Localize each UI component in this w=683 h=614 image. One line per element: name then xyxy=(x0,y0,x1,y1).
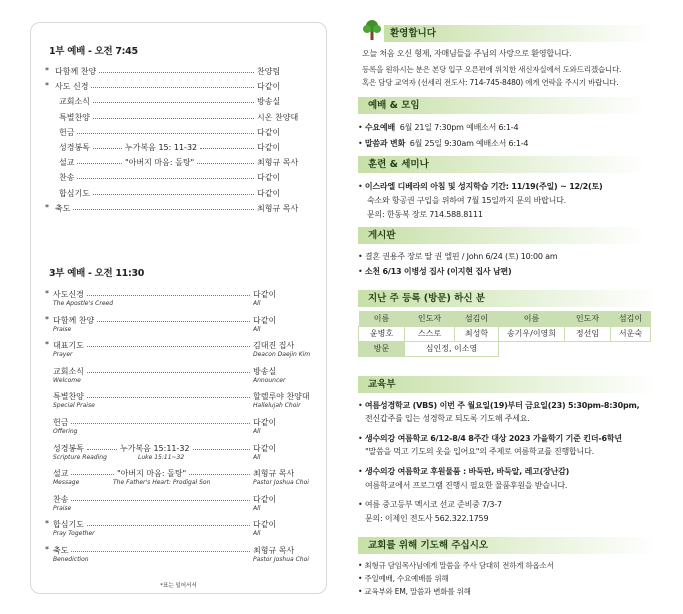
order-row xyxy=(45,340,317,351)
order-sub-leader: All xyxy=(253,428,261,435)
leader-dots xyxy=(73,209,254,210)
order-sub xyxy=(53,556,309,563)
order-sub xyxy=(53,402,301,410)
education-line-3: • 생수의강 여름학교 6/12-8/4 8주간 대상 2023 가을학기 기준 킨더-6학년 xyxy=(358,434,622,443)
col-name-1: 이름 xyxy=(359,311,405,326)
order-sub xyxy=(53,530,261,538)
order-row xyxy=(45,66,317,77)
order-sub-leader: Pastor Joshua Choi xyxy=(253,479,309,487)
prayer-line-1: • 최형규 담임목사님에게 말씀을 주사 담대히 전하게 하옵소서 xyxy=(358,561,554,570)
education-line-7: • 여름 중고등부 멕시코 선교 준비중 7/3-7 xyxy=(358,500,502,509)
worship-item-word: • 말씀과 변화 6월 25일 9:30am 예배소서 6:1-4 xyxy=(358,139,529,148)
education-line-6: 여름학교에서 프로그램 진행시 필요한 물품후원을 받습니다. xyxy=(365,481,568,490)
welcome-line-1: 오늘 처음 오신 형제, 자매님들을 주님의 사랑으로 환영합니다. xyxy=(362,49,572,58)
order-sub xyxy=(53,453,261,461)
order-row xyxy=(45,315,317,326)
board-item-wedding: • 결혼 권용주 장로 딸 권 엘핀 / John 6/24 (토) 10:00 am xyxy=(358,252,558,261)
order-item: 사도신경 xyxy=(53,290,84,299)
leader-dots xyxy=(87,372,250,373)
order-row xyxy=(45,203,317,214)
col-server-2: 섬김이 xyxy=(611,311,651,326)
order-row xyxy=(45,366,317,377)
order-sub xyxy=(53,325,261,333)
leader-dots xyxy=(77,163,122,164)
education-line-8: 문의: 이제인 전도사 562.322.1759 xyxy=(365,514,489,523)
leader-dots xyxy=(87,295,250,296)
leader-dots xyxy=(77,133,254,134)
leader-dots xyxy=(87,525,250,526)
order-sub-item: Praise xyxy=(53,504,72,512)
leader-dots xyxy=(87,346,250,347)
col-server-1: 섬김이 xyxy=(455,311,499,326)
order-item: 성경봉독 xyxy=(59,143,90,152)
order-item: 다함께 찬양 xyxy=(53,315,95,325)
order-sub-ref: The Father's Heart: Prodigal Son xyxy=(113,479,211,487)
order-leader: 시온 찬양대 xyxy=(257,112,299,122)
leader-dots xyxy=(77,178,254,179)
order-item: 다함께 찬양 xyxy=(55,67,97,76)
order-item: 헌금 xyxy=(59,127,75,137)
stand-mark: * xyxy=(45,340,49,350)
cell: 최성학 xyxy=(455,326,499,341)
leader-dots xyxy=(93,118,254,119)
order-item: 성경봉독 xyxy=(53,443,84,453)
order-item: 헌금 xyxy=(53,418,69,427)
order-ref: 누가복음 15: 11-32 xyxy=(125,143,198,152)
visitors-table xyxy=(358,311,651,357)
cell: 서운숙 xyxy=(611,326,651,341)
order-item: 사도 신경 xyxy=(55,82,89,92)
order-item: 합심기도 xyxy=(59,188,90,198)
col-name-2: 이름 xyxy=(499,311,565,326)
order-sub-item: Offering xyxy=(53,428,78,435)
service1-title: 1부 예배 - 오전 7:45 xyxy=(49,46,138,57)
prayer-header: 교회를 위해 기도해 주십시오 xyxy=(358,537,658,554)
order-item: 특별찬양 xyxy=(53,392,84,402)
order-leader: 다같이 xyxy=(257,82,281,92)
leader-dots xyxy=(87,397,250,398)
leader-dots xyxy=(189,474,250,475)
leader-dots xyxy=(99,72,254,73)
order-leader: 다같이 xyxy=(253,418,277,427)
empty-cell xyxy=(499,341,651,356)
order-leader: 다같이 xyxy=(253,494,277,504)
training-line-2: 숙소와 항공권 구입을 위하여 7월 15일까지 문의 바랍니다. xyxy=(367,196,567,205)
col-guide-2: 인도자 xyxy=(565,311,611,326)
order-leader: 최형규 목사 xyxy=(257,203,299,213)
order-sub xyxy=(53,351,311,359)
order-row xyxy=(45,468,317,479)
order-of-worship-card xyxy=(30,22,327,594)
order-leader: 찬양팀 xyxy=(257,67,281,76)
visitors-table-header xyxy=(359,311,651,326)
order-sub-item: Pray Together xyxy=(53,530,95,538)
order-row xyxy=(45,188,317,199)
order-item: 설교 xyxy=(53,469,69,479)
service3-title: 3부 예배 - 오전 11:30 xyxy=(49,268,145,279)
training-line-1: • 이스라엘 디베라의 아침 및 성지학습 기간: 11/19(주일) ~ 12/2(토) xyxy=(358,182,603,191)
order-item: 합심기도 xyxy=(53,520,84,530)
leader-dots xyxy=(93,148,122,149)
order-row xyxy=(45,289,317,300)
order-row xyxy=(45,142,317,153)
worship-item-wed: • 수요예배 6월 21일 7:30pm 예배소서 6:1-4 xyxy=(358,123,519,132)
order-leader: 방송실 xyxy=(257,97,281,107)
order-leader: 최형규 목사 xyxy=(257,158,299,168)
board-header: 게시판 xyxy=(358,227,646,244)
order-item: 교회소식 xyxy=(59,97,90,107)
prayer-line-3: • 교육부와 EM, 말씀과 변화를 위해 xyxy=(358,587,471,596)
training-line-3: 문의: 한동복 장로 714.588.8111 xyxy=(367,210,483,219)
order-sub-leader: Announcer xyxy=(253,376,286,384)
stand-mark: * xyxy=(45,519,49,529)
order-sub-leader: All xyxy=(253,530,261,538)
stand-mark: * xyxy=(45,202,49,212)
standing-footnote: *표는 일어서서 xyxy=(160,583,197,589)
order-item: 축도 xyxy=(55,203,71,213)
order-sub-item: Praise xyxy=(53,325,72,333)
order-leader: 다같이 xyxy=(257,173,281,183)
order-row xyxy=(45,519,317,530)
welcome-header: 환영합니다 xyxy=(384,25,654,42)
order-sub-leader: All xyxy=(253,453,261,461)
training-header: 훈련 & 세미나 xyxy=(358,156,646,173)
order-row xyxy=(45,96,317,107)
stand-mark: * xyxy=(45,314,49,324)
order-leader: 다같이 xyxy=(253,315,277,325)
order-sub xyxy=(53,376,286,384)
leader-dots xyxy=(193,449,250,450)
table-row-visit xyxy=(359,341,651,356)
order-sub-leader: All xyxy=(253,504,261,512)
order-item: 찬송 xyxy=(59,173,75,183)
order-sub xyxy=(53,504,261,512)
leader-dots xyxy=(97,321,250,322)
order-row xyxy=(45,494,317,505)
order-sub-item: Message xyxy=(53,479,80,487)
order-leader: 다같이 xyxy=(253,520,277,530)
col-guide-1: 인도자 xyxy=(405,311,455,326)
order-row xyxy=(45,417,317,428)
education-line-5: • 생수의강 여름학교 후원물품 : 바둑판, 바둑알, 레고(장난감) xyxy=(358,467,570,476)
order-row xyxy=(45,112,317,123)
leader-dots xyxy=(87,449,117,450)
leader-dots xyxy=(91,87,254,88)
order-sub-item: Special Praise xyxy=(53,402,95,410)
order-leader: 김대진 집사 xyxy=(253,341,295,351)
order-row xyxy=(45,391,317,402)
table-row xyxy=(359,326,651,341)
education-line-2: 전신갑주를 입는 성경학교 되도록 기도해 주세요. xyxy=(365,414,530,423)
leader-dots xyxy=(197,163,254,164)
visit-names: 심인정, 이소영 xyxy=(405,341,499,356)
prayer-line-2: • 주일예배, 수요예배를 위해 xyxy=(358,574,449,583)
stand-mark: * xyxy=(45,81,49,91)
board-item-funeral: • 소천 6/13 이병성 집사 (이지현 집사 남편) xyxy=(358,267,512,276)
tree-icon xyxy=(360,18,384,42)
cell: 윤병호 xyxy=(359,326,405,341)
welcome-line-3: 혹은 담당 교역자 (선세리 전도사: 714-745-8480) 에게 연락을 주시기 바랍니다. xyxy=(362,78,619,87)
order-item: 특별찬양 xyxy=(59,112,90,122)
order-row xyxy=(45,172,317,183)
leader-dots xyxy=(71,474,114,475)
order-sub-leader: All xyxy=(253,325,261,333)
order-ref: "아버지 마음: 돌탕" xyxy=(125,158,195,168)
stand-mark: * xyxy=(45,545,49,554)
visit-label: 방문 xyxy=(359,341,405,356)
education-line-4: "말씀을 먹고 기도의 옷을 입어요"의 주제로 여름학교를 진행합니다. xyxy=(365,447,594,456)
order-sub-leader: Hallelujah Choir xyxy=(253,402,301,410)
order-item: 축도 xyxy=(53,546,69,555)
leader-dots xyxy=(71,423,250,424)
order-ref: 누가복음 15:11-32 xyxy=(120,443,190,453)
order-sub xyxy=(53,428,261,435)
order-leader: 다같이 xyxy=(253,443,277,453)
leader-dots xyxy=(93,102,254,103)
education-line-1: • 여름성경학교 (VBS) 이번 주 월요일(19)부터 금요일(23) 5:30pm-8:30pm, xyxy=(358,401,640,410)
order-sub-leader: Deacon Daejin Kim xyxy=(253,351,311,359)
order-ref: "아버지 마음: 돌탕" xyxy=(117,469,187,479)
order-leader: 할렐루야 찬양대 xyxy=(253,392,310,402)
order-item: 대표기도 xyxy=(53,341,84,351)
cell: 정선임 xyxy=(565,326,611,341)
order-sub-ref: Luke 15:11~32 xyxy=(138,453,185,461)
order-sub xyxy=(53,300,261,307)
education-header: 교육부 xyxy=(358,376,658,393)
leader-dots xyxy=(71,551,250,552)
cell: 송기우/이영희 xyxy=(499,326,565,341)
worship-header: 예배 & 모임 xyxy=(358,97,646,114)
order-item: 교회소식 xyxy=(53,366,84,376)
order-sub-item: The Apostle's Creed xyxy=(53,300,114,307)
order-row xyxy=(45,443,317,454)
welcome-line-2: 등록을 원하시는 분은 본당 입구 오른편에 위치한 새신자실에서 도와드리겠습니다. xyxy=(362,65,622,74)
leader-dots xyxy=(93,194,254,195)
order-row xyxy=(45,127,317,138)
order-row xyxy=(45,81,317,92)
order-leader: 방송실 xyxy=(253,366,277,376)
order-leader: 최형규 목사 xyxy=(253,546,295,555)
stand-mark: * xyxy=(45,66,49,75)
order-leader: 다같이 xyxy=(257,188,281,198)
order-row xyxy=(45,545,317,556)
stand-mark: * xyxy=(45,289,49,298)
order-sub-item: Welcome xyxy=(53,376,81,384)
order-sub xyxy=(53,479,309,487)
visitors-header: 지난 주 등록 (방문) 하신 분 xyxy=(358,290,658,307)
order-item: 찬송 xyxy=(53,494,69,504)
leader-dots xyxy=(200,148,254,149)
leader-dots xyxy=(71,500,250,501)
order-leader: 최형규 목사 xyxy=(253,469,295,479)
order-sub-item: Prayer xyxy=(53,351,73,359)
order-sub-item: Benediction xyxy=(53,556,89,563)
order-leader: 다같이 xyxy=(253,290,277,299)
order-sub-leader: All xyxy=(253,300,261,307)
order-sub-item: Scripture Reading xyxy=(53,453,107,461)
order-leader: 다같이 xyxy=(257,127,281,137)
order-row xyxy=(45,157,317,168)
order-sub-leader: Pastor Joshua Choi xyxy=(253,556,309,563)
order-leader: 다같이 xyxy=(257,143,281,152)
cell: 스스로 xyxy=(405,326,455,341)
order-item: 설교 xyxy=(59,158,75,168)
